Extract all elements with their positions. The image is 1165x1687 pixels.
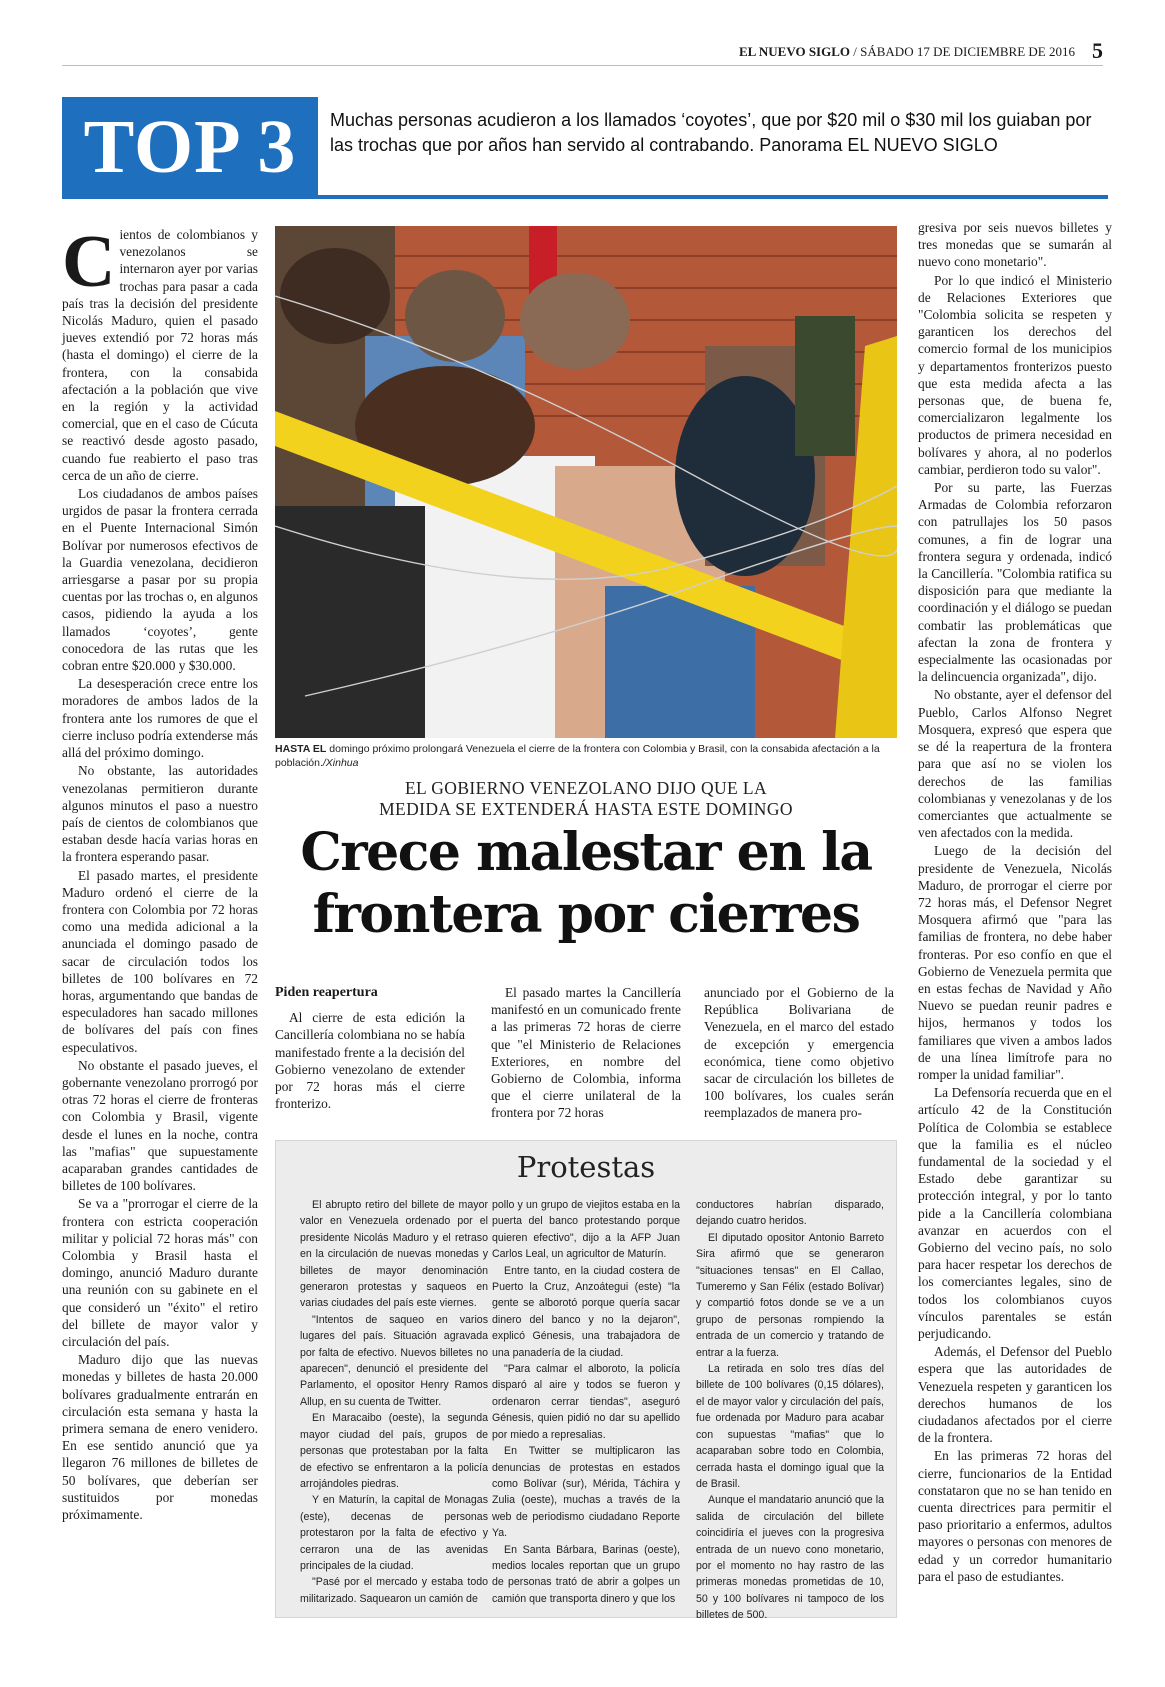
protestas-paragraph: "Para calmar el alboroto, la policía disparó al aire y todos se fueron y ordenaron cerrar tiendas", aseguró Génesis, quien pidió no dar su apellido por miedo a represalias. [492, 1363, 680, 1441]
caption-credit: /Xinhua [322, 757, 359, 769]
right-column [918, 219, 1112, 1586]
protestas-paragraph: Y en Maturín, la capital de Monagas (este), decenas de personas protestaron por la falta de efectivo y cerraron una de las avenidas principales de la ciudad. [300, 1494, 488, 1572]
protestas-paragraph: El diputado opositor Antonio Barreto Sira afirmó que se generaron "situaciones tensas" en El Callao, Tumeremo y San Félix (estado Bolívar) y compartió fotos donde se ve a un grupo de personas rompiendo la entrada de un comercio y tratando de entrar a la fuerza. [696, 1231, 884, 1359]
publication-date-line [739, 44, 1075, 60]
article-column-1 [275, 984, 465, 1112]
article-headline [275, 822, 897, 946]
news-photo [275, 226, 897, 738]
protestas-paragraph: pollo y un grupo de viejitos estaba en la puerta del banco protestando porque quieren efectivo", dijo a la AFP Juan Carlos Leal, un agricultor de Maturín. [492, 1199, 680, 1261]
left-paragraph: Los ciudadanos de ambos países urgidos de pasar la frontera cerrada en el Puente Internacional Simón Bolívar por numerosos efectivos de la Guardia venezolana, decidieron arriesgarse a pasar por su propia cuentas por las trochas o, en algunos casos, pidiendo la ayuda a los llamados ‘coyotes’, gente conocedora de las rutas que les cobran entre $20.000 y $30.000. [62, 486, 258, 674]
protestas-paragraph: "Intentos de saqueo en varios lugares del país. Situación agravada por falta de efectivo. Nuevos billetes no aparecen", denunció el presidente del Parlamento, el opositor Henry Ramos Allup, en su cuenta de Twitter. [300, 1313, 488, 1408]
protestas-title: Protestas [516, 1150, 656, 1184]
article-paragraph: anunciado por el Gobierno de la República Bolivariana de Venezuela, en el marco del estado de excepción y emergencia económica, tiene como objetivo sacar de circulación los billetes de 100 bolívares, los cuales serán reemplazados de manera pro- [704, 985, 894, 1121]
article-paragraph: El pasado martes la Cancillería manifestó en un comunicado frente a las primeras 72 horas de cierre que "el Ministerio de Relaciones Exteriores, en nombre del Gobierno de Colombia, informa que el cierre unilateral de la frontera por 72 horas [491, 985, 681, 1121]
publication-name: EL NUEVO SIGLO [739, 44, 851, 59]
protestas-sidebar [275, 1140, 897, 1622]
left-paragraph: Maduro dijo que las nuevas monedas y billetes de hasta 20.000 bolívares gradualmente entrarán en circulación esta semana y hasta la primera semana de enero venidero. En ese sentido anunció que ya llegaron 76 millones de billetes de 50 bolívares, que deberían ser sustituidos por monedas próximamente. [62, 1352, 258, 1523]
article-kicker [275, 778, 897, 820]
protestas-column-2 [492, 1197, 680, 1607]
right-paragraph: La Defensoría recuerda que en el artículo 42 de la Constitución Política de Colombia se establece que la familia es el núcleo fundamental de la sociedad y el Estado debe garantizar su protección integral, y por lo tanto pide a la Cancillería colombiana avanzar en acuerdos con el Gobierno del vecino país, no solo para hacer respetar los derechos de los comerciantes legales, sino de todos los colombianos cuyos vínculos parentales se están perjudicando. [918, 1085, 1112, 1341]
left-paragraph: No obstante el pasado jueves, el gobernante venezolano prorrogó por otras 72 horas el cierre de fronteras con Colombia y Brasil, vigente desde el lunes en la noche, contra las "mafias" que supuestamente acaparaban grandes cantidades de billetes de 100 bolívares. [62, 1057, 258, 1194]
protestas-paragraph: En Santa Bárbara, Barinas (oeste), medios locales reportan que un grupo de personas trató de abrir a golpes un camión que transporta dinero y que los [492, 1543, 680, 1605]
drop-cap: C [62, 221, 116, 303]
protestas-paragraph: "Pasé por el mercado y estaba todo militarizado. Saquearon un camión de [300, 1576, 488, 1605]
left-paragraph [62, 221, 258, 484]
kicker-line: MEDIDA SE EXTENDERÁ HASTA ESTE DOMINGO [379, 799, 793, 819]
right-paragraph: Luego de la decisión del presidente de Venezuela, Nicolás Maduro, de prorrogar el cierre por 72 horas más, el Defensor Negret Mosquera afirmó que "para las familias de frontera, no debe haber fronteras. Por eso confío en que el Gobierno de Venezuela permita que en estas fechas de Navidad y Año Nuevo se puedan reunir padres e hijos, hermanos y todos los familiares que viven a ambos lados de una línea limítrofe para no romper la unidad familiar". [918, 843, 1112, 1082]
right-paragraph: No obstante, ayer el defensor del Pueblo, Carlos Alfonso Negret Mosquera, expresó que espera que se dé la reapertura de la frontera para que así no se violen los derechos de las familias colombianas y venezolanas y de los comerciantes que actualmente se ven afectados con la medida. [918, 687, 1112, 841]
protestas-paragraph: El abrupto retiro del billete de mayor valor en Venezuela ordenado por el presidente Nicolás Maduro y el retraso en la circulación de nuevas monedas y billetes de mayor denominación generaron protestas y saqueos en varias ciudades del país este viernes. [300, 1199, 488, 1310]
left-paragraph: Se va a "prorrogar el cierre de la frontera con estricta cooperación militar y policial 72 horas más" con Colombia y Brasil hasta el domingo, anunció Maduro durante una reunión con su gabinete en el que consideró un "éxito" el retiro del billete de mayor valor y circulación del país. [62, 1196, 258, 1349]
photo-caption [275, 742, 897, 770]
right-paragraph: gresiva por seis nuevos billetes y tres monedas que se sumarán al nuevo cono monetario". [918, 220, 1112, 270]
protestas-paragraph: Aunque el mandatario anunció que la salida de circulación del billete coincidiría el jueves con la progresiva entrada de un nuevo cono monetario, por el momento no hay rastro de las primeras monedas prometidas de 10, 50 y 100 bolívares ni tampoco de los billetes de 500. [696, 1494, 884, 1622]
left-paragraph: La desesperación crece entre los moradores de ambos lados de la frontera ante los rumores de que el cierre incluso podría extenderse más allá del próximo domingo. [62, 676, 258, 761]
protestas-paragraph: Entre tanto, en la ciudad costera de Puerto la Cruz, Anzoátegui (este) "la gente se alborotó porque quería sacar dinero del banco y no la dejaron", explicó Génesis, una trabajadora de una panadería de la ciudad. [492, 1264, 680, 1359]
article-paragraph: Al cierre de esta edición la Cancillería colombiana no se había manifestado frente a la decisión del Gobierno venezolano de extender por 72 horas más el cierre fronterizo. [275, 1010, 465, 1112]
right-paragraph: Por su parte, las Fuerzas Armadas de Colombia reforzaron con patrullajes los 50 pasos comunes, a fin de lograr una frontera segura y ordenada, indicó la Cancillería. "Colombia ratifica su disposición para que mediante la coordinación y el diálogo se puedan combatir las problemáticas que afectan la zona de frontera y especialmente las ocasionadas por la delincuencia organizada", dijo. [918, 480, 1112, 685]
issue-date: / SÁBADO 17 DE DICIEMBRE DE 2016 [853, 44, 1075, 59]
protestas-column-3 [696, 1197, 884, 1624]
top3-label: TOP 3 [62, 97, 318, 197]
kicker-line: EL GOBIERNO VENEZOLANO DIJO QUE LA [404, 778, 768, 798]
border-crowd-photo [275, 226, 897, 738]
right-paragraph: En las primeras 72 horas del cierre, funcionarios de la Entidad constataron que no se han tenido en cuenta directrices para permitir el paso prioritario a enfermos, adultos mayores o personas con menores de edad y un corredor humanitario para el paso de estudiantes. [918, 1448, 1112, 1584]
top3-caption: Muchas personas acudieron a los llamados ‘coyotes’, que por $20 mil o $30 mil los guiaban por las trochas que por años han servido al contrabando. Panorama EL NUEVO SIGLO [330, 110, 1092, 155]
headline-line: frontera por cierres [312, 884, 860, 945]
protestas-paragraph: La retirada en solo tres días del billete de 100 bolívares (0,15 dólares), el de mayor valor y circulación del país, fue ordenada por Maduro para acabar con supuestas "mafias" que lo acaparaban sobre todo en Colombia, cerrada hasta el domingo igual que la de Brasil. [696, 1363, 884, 1490]
left-paragraph: El pasado martes, el presidente Maduro ordenó el cierre de la frontera con Colombia por 72 horas como una medida adicional a la anunciada el domingo pasado de sacar de circulación todos los billetes de 100 bolívares en 72 horas, argumentando que bandas de especuladores han sacado millones de bolívares del país con fines especulativos. [62, 867, 258, 1055]
right-paragraph: Por lo que indicó el Ministerio de Relaciones Exteriores que "Colombia solicita se respeten y garanticen los derechos del comercio formal de los municipios y departamentos fronterizos puesto que esta medida afecta a las personas que, de buena fe, comercializaron legalmente los productos de primera necesidad en bolívares y ahora, al no poderlos cambiar, perdieron todo su valor". [918, 272, 1112, 477]
article-column-3 [704, 984, 894, 1122]
page-header [62, 38, 1103, 66]
top3-rule [62, 195, 1108, 199]
left-paragraph: No obstante, las autoridades venezolanas permitieron durante algunos minutos el paso a nuestro país de cientos de colombianos que estaban desde hacía varias horas en la frontera esperando pasar. [62, 763, 258, 865]
article-column-2 [491, 984, 681, 1122]
caption-text: domingo próximo prolongará Venezuela el cierre de la frontera con Colombia y Brasil, con la consabida afectación a la población. [275, 743, 880, 769]
protestas-column-1 [300, 1197, 488, 1607]
right-paragraph: Además, el Defensor del Pueblo espera que las autoridades de Venezuela respeten y garanticen los derechos humanos de los ciudadanos afectados por el cierre de la frontera. [918, 1344, 1112, 1446]
protestas-paragraph: En Maracaibo (oeste), la segunda mayor ciudad del país, grupos de personas que protestaban por la falta de efectivo se enfrentaron a la policía arrojándoles piedras. [300, 1412, 488, 1490]
subhead: Piden reapertura [275, 985, 378, 1000]
protestas-paragraph: En Twitter se multiplicaron las denuncias de protestas en estados como Bolívar (sur), Mérida, Táchira y Zulia (oeste), muchas a través de la web de periodismo ciudadano Reporte Ya. [492, 1445, 680, 1540]
caption-lead: HASTA EL [275, 743, 327, 755]
headline-line: Crece malestar en la [300, 822, 872, 883]
left-column [62, 221, 258, 1524]
page-number: 5 [1092, 38, 1103, 63]
protestas-paragraph: conductores habrían disparado, dejando cuatro heridos. [696, 1199, 884, 1228]
left-paragraph-text: ientos de colombianos y venezolanos se internaron ayer por varias trochas para pasar a cada país tras la decisión del presidente Nicolás Maduro, quien el pasado jueves extendió por 72 horas más (hasta el domingo) el cierre de la frontera, con la consabida afectación a la población que vive en la región y la actividad comercial, que en el caso de Cúcuta se reactivó desde agosto pasado, cuando fue reabierto el paso tras cerca de un año de cierre. [62, 227, 258, 483]
